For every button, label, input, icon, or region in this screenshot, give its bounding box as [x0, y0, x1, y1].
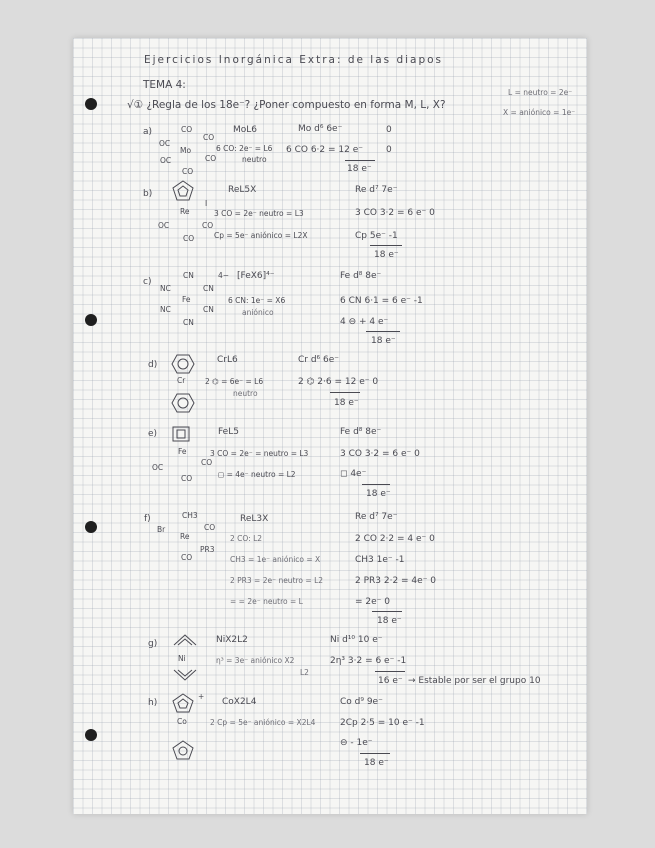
complex-charge-c: 4−	[218, 271, 230, 280]
total-b: 18 e⁻	[374, 250, 399, 260]
formula-h: CoX2L4	[222, 697, 257, 707]
ligand-co: CO	[183, 234, 195, 243]
ligand-br: Br	[157, 525, 166, 534]
metal-cr: Cr	[177, 376, 186, 385]
side-note-anionic: X = aniónico = 1e⁻	[503, 108, 576, 117]
formula-b: ReL5X	[228, 185, 257, 195]
metal-mo: Mo	[180, 146, 192, 155]
electron-count-b: 3 CO 3·2 = 6 e⁻ 0	[355, 208, 435, 218]
sum-line	[362, 484, 390, 485]
metal-co: Co	[177, 717, 187, 726]
metal-config-d: Cr d⁶ 6e⁻	[298, 355, 340, 365]
ligand-note-e: 3 CO = 2e⁻ = neutro = L3	[210, 449, 309, 458]
binder-hole	[85, 521, 97, 533]
ligand-co: CO	[181, 125, 193, 134]
ligand-co: CO	[181, 553, 193, 562]
stability-note-g: → Estable por ser el grupo 10	[408, 676, 541, 686]
total-f: 18 e⁻	[377, 616, 402, 626]
page-title: Ejercicios Inorgánica Extra: de las diapos	[144, 54, 444, 66]
formula-e: FeL5	[218, 427, 239, 437]
sum-line	[375, 671, 405, 672]
ligand-note-f: CH3 = 1e⁻ aniónico = X	[230, 555, 321, 564]
electron-count-f: 2 PR3 2·2 = 4e⁻ 0	[355, 576, 437, 586]
formula-f: ReL3X	[240, 514, 269, 524]
ligand-oc: OC	[158, 221, 170, 230]
ligand-note-e: ◻ = 4e⁻ neutro = L2	[218, 470, 296, 479]
electron-count-h: ⊖ - 1e⁻	[340, 738, 373, 748]
side-note-neutral: L = neutro = 2e⁻	[508, 88, 573, 97]
metal-config-b: Re d⁷ 7e⁻	[355, 185, 398, 195]
section-label-b: b)	[143, 189, 153, 199]
metal-config-f: Re d⁷ 7e⁻	[355, 512, 398, 522]
sum-line	[345, 160, 375, 161]
metal-config-a: Mo d⁶ 6e⁻	[298, 124, 343, 134]
ligand-co: CO	[201, 458, 213, 467]
total-d: 18 e⁻	[334, 398, 359, 408]
ligand-note-f: 2 CO: L2	[230, 534, 263, 543]
ligand-co: CO	[203, 133, 215, 142]
section-label-a: a)	[143, 127, 153, 137]
ligand-co: CO	[205, 154, 217, 163]
metal-fe: Fe	[182, 295, 191, 304]
sum-line	[330, 392, 360, 393]
ligand-type-g: L2	[300, 668, 309, 677]
allyl-ligand-icon	[173, 633, 197, 647]
metal-re: Re	[180, 532, 190, 541]
ligand-note-f: 2 PR3 = 2e⁻ neutro = L2	[230, 576, 324, 585]
ligand-cn: CN	[203, 284, 214, 293]
total-c: 18 e⁻	[371, 336, 396, 346]
formula-a: MoL6	[233, 125, 258, 135]
electron-count-d: 2 ⌬ 2·6 = 12 e⁻ 0	[298, 377, 379, 387]
ligand-oc: OC	[159, 139, 171, 148]
formula-g: NiX2L2	[216, 635, 248, 645]
total-a: 18 e⁻	[347, 164, 372, 174]
binder-hole	[85, 314, 97, 326]
cp-ring-icon	[172, 693, 194, 713]
ligand-note-d: 2 ⌬ = 6e⁻ = L6	[205, 377, 264, 386]
section-label-e: e)	[148, 429, 158, 439]
ligand-co: CO	[182, 167, 194, 176]
electron-count-e: ◻ 4e⁻	[340, 469, 367, 479]
benzene-ring-icon	[172, 354, 194, 374]
electron-count-f: CH3 1e⁻ -1	[355, 555, 405, 565]
metal-config-g: Ni d¹⁰ 10 e⁻	[330, 635, 383, 645]
electron-count-f: 2 CO 2·2 = 4 e⁻ 0	[355, 534, 435, 544]
question-text: √① ¿Regla de los 18e⁻? ¿Poner compuesto en forma M, L, X?	[127, 99, 446, 111]
metal-re: Re	[180, 207, 190, 216]
metal-config-h: Co d⁹ 9e⁻	[340, 697, 383, 707]
ligand-co: CO	[202, 221, 214, 230]
ligand-cn: CN	[183, 318, 194, 327]
ligand-ch3: CH3	[182, 511, 198, 520]
ligand-type-a: neutro	[242, 155, 267, 164]
electron-count-a: 6 CO 6·2 = 12 e⁻	[286, 145, 363, 155]
section-label-f: f)	[144, 514, 151, 524]
electron-count-b: Cp 5e⁻ -1	[355, 231, 398, 241]
ligand-nc: NC	[160, 284, 171, 293]
total-e: 18 e⁻	[366, 489, 391, 499]
formula-c: [FeX6]⁴⁻	[237, 271, 275, 281]
binder-hole	[85, 98, 97, 110]
ligand-note-g: η³ = 3e⁻ aniónico X2	[216, 656, 295, 665]
electron-count-e: 3 CO 3·2 = 6 e⁻ 0	[340, 449, 420, 459]
benzene-ring-icon	[172, 393, 194, 413]
section-label-h: h)	[148, 698, 158, 708]
ligand-type-c: aniónico	[242, 308, 274, 317]
cp-ring-icon	[172, 740, 194, 760]
metal-fe: Fe	[178, 447, 187, 456]
ligand-oc: OC	[160, 156, 172, 165]
electron-count-c: 4 ⊖ + 4 e⁻	[340, 317, 389, 327]
electron-count-c: 6 CN 6·1 = 6 e⁻ -1	[340, 296, 423, 306]
ligand-type-d: neutro	[233, 389, 258, 398]
electron-count-g: 2η³ 3·2 = 6 e⁻ -1	[330, 656, 407, 666]
metal-config-c: Fe d⁸ 8e⁻	[340, 271, 382, 281]
allyl-ligand-icon	[173, 668, 197, 682]
ligand-note-f: = = 2e⁻ neutro = L	[230, 597, 303, 606]
metal-config-e: Fe d⁸ 8e⁻	[340, 427, 382, 437]
ligand-note-c: 6 CN: 1e⁻ = X6	[228, 296, 286, 305]
total-h: 18 e⁻	[364, 758, 389, 768]
ligand-cn: CN	[183, 271, 194, 280]
section-label-c: c)	[143, 277, 152, 287]
metal-ni: Ni	[178, 654, 186, 663]
charge-a: 0	[386, 145, 392, 155]
cyclobutadiene-ring-icon	[172, 426, 190, 442]
section-label-d: d)	[148, 360, 158, 370]
ligand-co: CO	[204, 523, 216, 532]
ligand-co: CO	[181, 474, 193, 483]
ligand-note-b: Cp = 5e⁻ aniónico = L2X	[214, 231, 308, 240]
section-label-g: g)	[148, 639, 158, 649]
sum-line	[360, 753, 390, 754]
complex-charge-h: +	[198, 692, 205, 701]
ligand-note-b: 3 CO = 2e⁻ neutro = L3	[214, 209, 304, 218]
ligand-oc: OC	[152, 463, 164, 472]
ligand-cn: CN	[203, 305, 214, 314]
ligand-i: I	[205, 199, 208, 208]
ligand-nc: NC	[160, 305, 171, 314]
sum-line	[366, 331, 400, 332]
charge-a: 0	[386, 125, 392, 135]
cp-ring-icon	[172, 180, 194, 202]
electron-count-f: = 2e⁻ 0	[355, 597, 391, 607]
tema-label: TEMA 4:	[143, 79, 186, 91]
electron-count-h: 2Cp 2·5 = 10 e⁻ -1	[340, 718, 425, 728]
total-g: 16 e⁻	[378, 676, 403, 686]
ligand-note-a: 6 CO: 2e⁻ = L6	[216, 144, 273, 153]
sum-line	[372, 611, 402, 612]
ligand-pr3: PR3	[200, 545, 215, 554]
formula-d: CrL6	[217, 355, 238, 365]
sum-line	[370, 245, 402, 246]
ligand-note-h: 2 Cp = 5e⁻ aniónico = X2L4	[210, 718, 316, 727]
binder-hole	[85, 729, 97, 741]
